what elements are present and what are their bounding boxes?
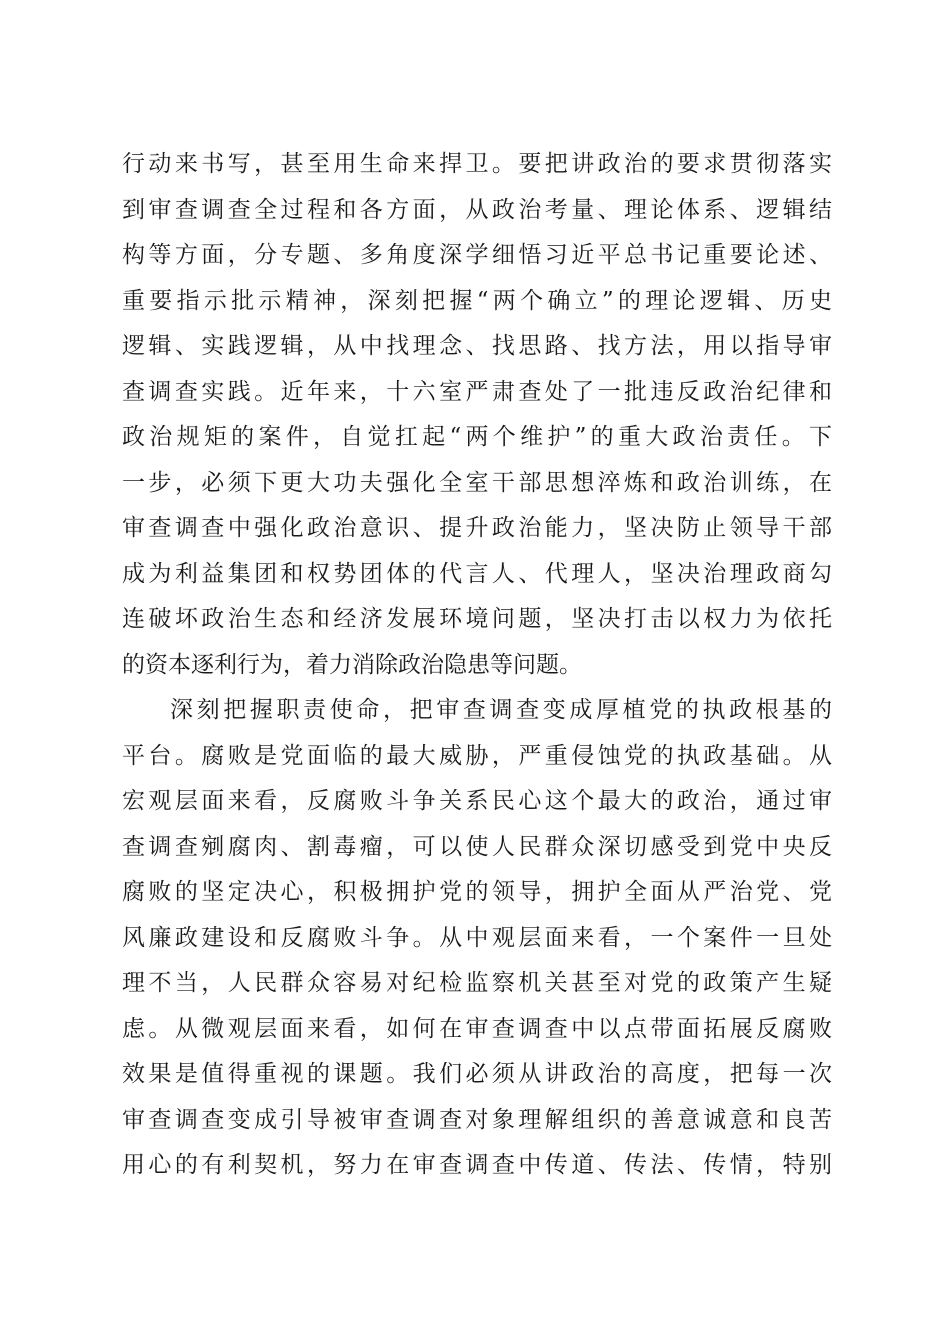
text-line: 一步，必须下更大功夫强化全室干部思想淬炼和政治训练，在	[122, 469, 832, 496]
text-line: 效果是值得重视的课题。我们必须从讲政治的高度，把每一次	[122, 1061, 832, 1087]
text-line: 行动来书写，甚至用生命来捍卫。要把讲政治的要求贯彻落实	[122, 151, 832, 177]
text-line: 理不当，人民群众容易对纪检监察机关甚至对党的政策产生疑	[122, 970, 832, 996]
text-line: 连破坏政治生态和经济发展环境问题，坚决打击以权力为依托	[122, 606, 832, 632]
text-line: 虑。从微观层面来看，如何在审查调查中以点带面拓展反腐败	[122, 1015, 832, 1042]
paragraph-2	[122, 688, 832, 1189]
text-line: 逻辑、实践逻辑，从中找理念、找思路、找方法，用以指导审	[122, 333, 832, 359]
text-line: 风廉政建设和反腐败斗争。从中观层面来看，一个案件一旦处	[122, 924, 832, 951]
text-line: 平台。腐败是党面临的最大威胁，严重侵蚀党的执政基础。从	[122, 742, 832, 769]
paragraph-1	[122, 142, 832, 688]
text-line: 的资本逐利行为，着力消除政治隐患等问题。	[122, 651, 582, 678]
text-line: 查调查剜腐肉、割毒瘤，可以使人民群众深切感受到党中央反	[122, 833, 832, 860]
text-line: 腐败的坚定决心，积极拥护党的领导，拥护全面从严治党、党	[122, 879, 832, 905]
text-line: 政治规矩的案件，自觉扛起“两个维护”的重大政治责任。下	[122, 424, 832, 450]
text-line: 构等方面，分专题、多角度深学细悟习近平总书记重要论述、	[122, 242, 832, 268]
text-line: 查调查实践。近年来，十六室严肃查处了一批违反政治纪律和	[122, 378, 832, 405]
text-line: 成为利益集团和权势团体的代言人、代理人，坚决治理政商勾	[122, 560, 832, 587]
text-line: 用心的有利契机，努力在审查调查中传道、传法、传情，特别	[122, 1152, 832, 1178]
text-line: 审查调查中强化政治意识、提升政治能力，坚决防止领导干部	[122, 515, 832, 541]
text-line: 宏观层面来看，反腐败斗争关系民心这个最大的政治，通过审	[122, 788, 832, 814]
text-line: 到审查调查全过程和各方面，从政治考量、理论体系、逻辑结	[122, 196, 832, 223]
text-line: 重要指示批示精神，深刻把握“两个确立”的理论逻辑、历史	[122, 287, 832, 314]
document-body	[122, 142, 832, 1189]
text-line: 审查调查变成引导被审查调查对象理解组织的善意诚意和良苦	[122, 1106, 832, 1133]
text-line: 深刻把握职责使命，把审查调查变成厚植党的执政根基的	[170, 697, 832, 723]
